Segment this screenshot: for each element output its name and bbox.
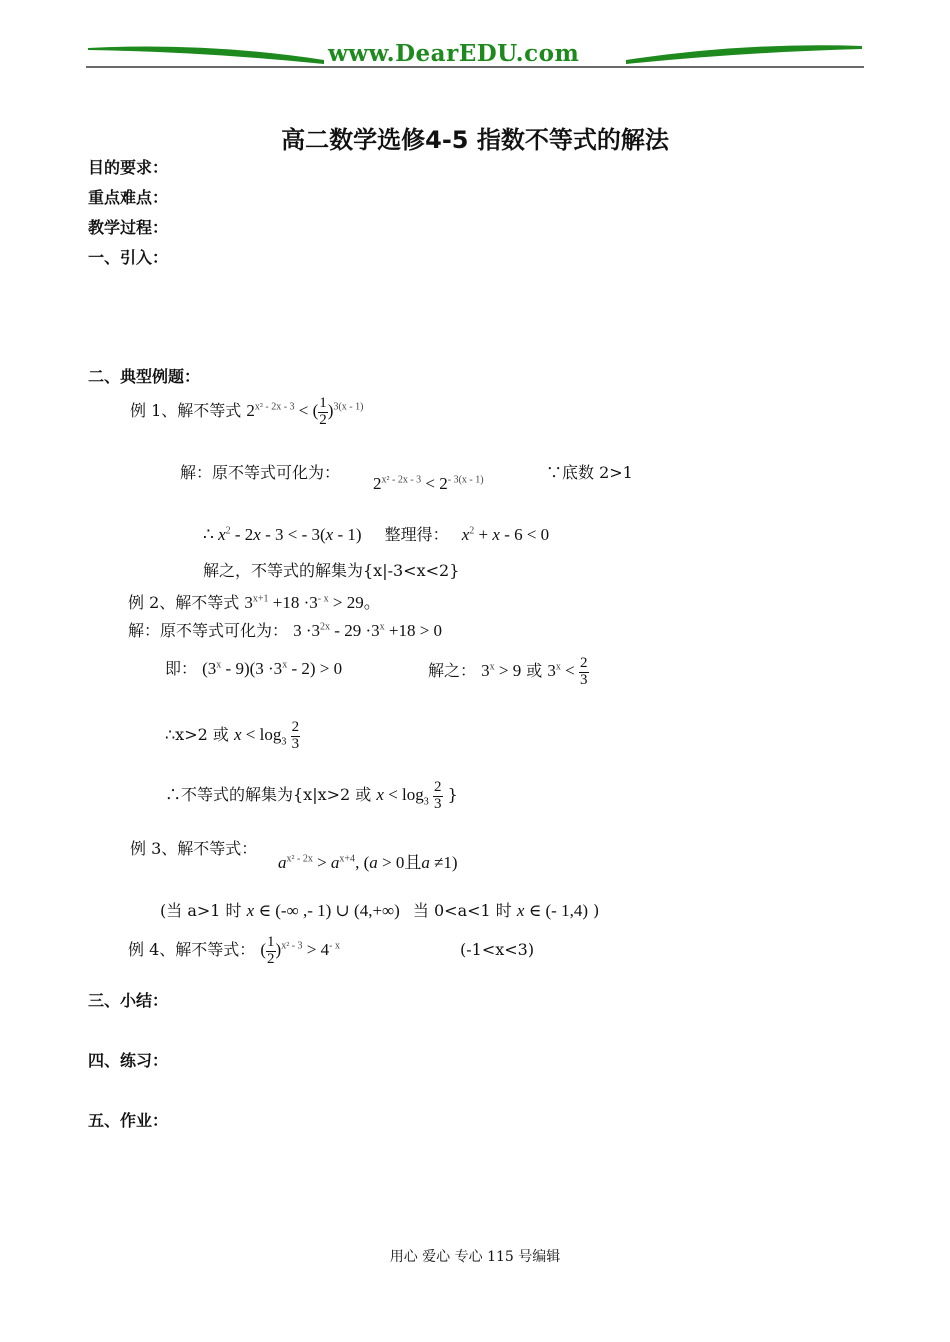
ex1-solution-line (180, 460, 340, 483)
ex2-solve-line (428, 656, 589, 689)
page-footer: 用心 爱心 专心 115 号编辑 (389, 1249, 561, 1265)
ex3-inequality: $a^{x^2 - 2x} > a^{x+4}$, (a > 0且a ≠1) (278, 853, 458, 872)
ex2-case-a: $3^x > 9$ (481, 661, 522, 681)
ex2-case-b: $3^x$ < $\frac{2}{3}$ (547, 655, 588, 688)
ex2-or: 或 (526, 661, 543, 681)
ex2-step1: 即： (165, 659, 198, 678)
site-name: www.DearEDU.com (328, 40, 580, 67)
ex1-rewritten: $2^{x^2 - 2x - 3} < 2^{- 3(x - 1)}$ (373, 474, 484, 493)
intro-heading: 一、引入： (88, 248, 169, 267)
ex2-result-pre: ∴不等式的解集为{x|x>2 或 (165, 785, 372, 805)
ex1-inequality: $2^{x^2 - 2x - 3}$ < ( $\frac{1}{2}$ )$^{3(x - 1)}$ (246, 395, 364, 428)
ex2-inequality: $3^{x+1} +18 \cdot 3^{- x} > 29$。 (244, 593, 381, 612)
ex2-then-line (165, 720, 300, 753)
ex2-line (128, 588, 381, 613)
ex2-solution-line (128, 618, 442, 641)
ex1-quadratic: $x^2 + x - 6 < 0$ (461, 525, 550, 544)
ex4-inequality: ( $\frac{1}{2}$ )$^{x^2 - 3} > 4^{- x}$ (260, 934, 340, 967)
ex2-sol-label: 解：原不等式可化为： (128, 621, 289, 640)
practice-heading: 四、练习： (88, 1051, 169, 1070)
keypoints-heading: 重点难点： (88, 188, 169, 207)
ex1-base-note: ∵底数 2>1 (546, 463, 633, 482)
ex3-case2: 当 0<a<1 时 (412, 901, 512, 920)
ex1-exponent-ineq: ∴ $x^2 - 2x - 3$ < - 3(x - 1) (203, 525, 362, 544)
ex1-sol-label: 解：原不等式可化为： (180, 463, 341, 482)
ex4-label: 例 4、解不等式： (128, 940, 256, 960)
ex3-close: ) (593, 901, 600, 920)
ex3-case1: (当 a>1 时 (160, 901, 242, 920)
ex3-label: 例 3、解不等式： (130, 839, 258, 858)
ex2-factored: $(3^x - 9)(3 \cdot 3^x - 2) > 0$ (202, 659, 343, 678)
homework-heading: 五、作业： (88, 1111, 169, 1130)
process-heading: 教学过程： (88, 218, 169, 237)
ex1-arrange: 整理得： (384, 525, 449, 544)
ex2-then: ∴x>2 或 (165, 725, 229, 745)
ex2-log-bound: $x < \log_3$ $\frac{2}{3}$ (233, 719, 300, 752)
ex1-result: 解之，不等式的解集为{x|-3<x<2} (203, 561, 460, 580)
ex3-answer-line (160, 898, 599, 921)
summary-heading: 三、小结： (88, 991, 169, 1010)
ex2-rewritten: $3 \cdot 3^{2x} - 29 \cdot 3^x +18 > 0$ (293, 621, 443, 640)
ex2-factor-line (165, 656, 342, 679)
ex4-line (128, 935, 340, 968)
ex2-result-post: } (447, 785, 458, 805)
ex2-solve: 解之： (428, 661, 477, 681)
ex2-label: 例 2、解不等式 (128, 593, 240, 612)
ex1-label: 例 1、解不等式 (130, 401, 242, 421)
ex3-interval2: x ∈ (- 1,4) (516, 901, 589, 920)
page-title: 高二数学选修4-5 指数不等式的解法 (281, 126, 669, 154)
goal-heading: 目的要求： (88, 158, 169, 177)
ex1-step2 (203, 522, 549, 545)
examples-heading: 二、典型例题： (88, 367, 201, 386)
header-banner (86, 38, 864, 70)
ex4-answer: (-1<x<3) (460, 940, 535, 959)
ex1-line (130, 396, 363, 429)
ex2-result-line (165, 780, 458, 813)
ex2-result-log: $x < \log_3$ $\frac{2}{3}$ (376, 779, 442, 812)
ex3-interval1: x ∈ (-∞ ,- 1) ∪ (4,+∞) (246, 901, 400, 920)
